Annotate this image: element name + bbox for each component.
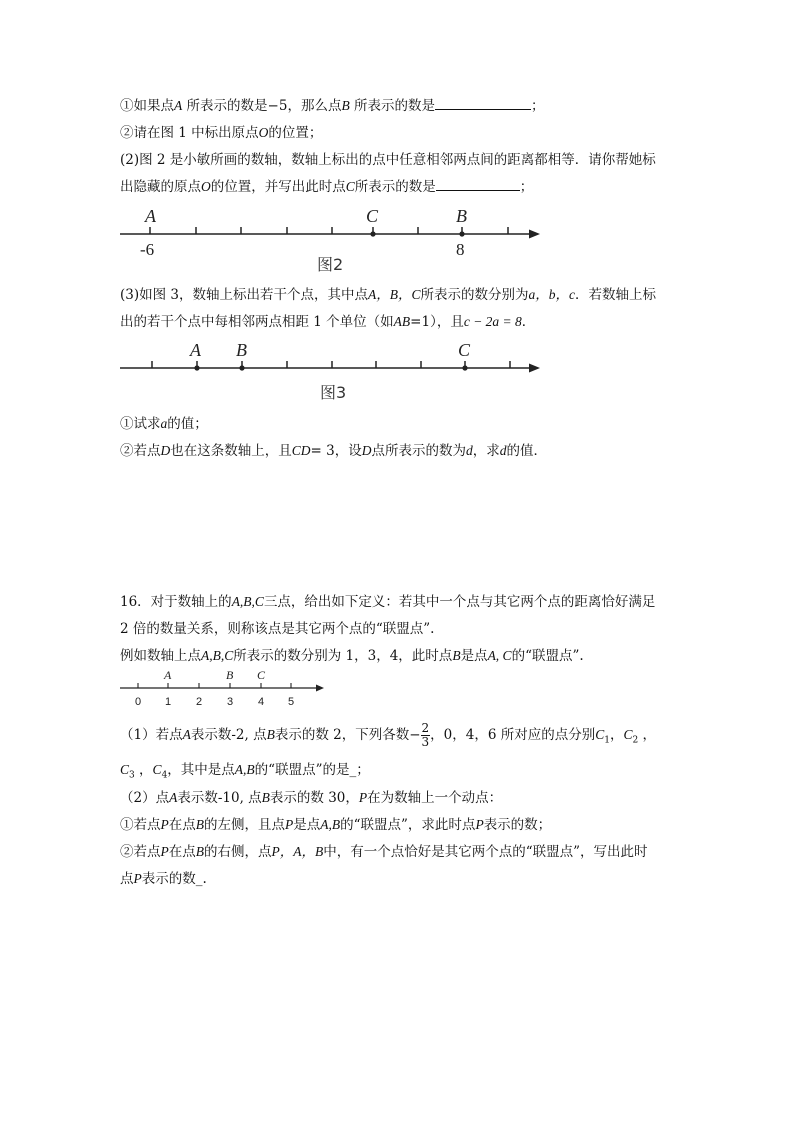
label-C: C — [458, 340, 471, 360]
label-B: B — [456, 206, 467, 226]
label-C: C — [257, 668, 266, 682]
question-3-text: (3)如图 3，数轴上标出若干个点，其中点A，B，C所表示的数分别为a，b，c．若数轴上标 — [120, 287, 657, 303]
question-3-1: ①试求a的值； — [120, 416, 208, 432]
label-A: A — [145, 206, 156, 226]
question-2-text-cont: 出隐藏的原点O的位置，并写出此时点C所表示的数是 ； — [120, 179, 534, 195]
axis-arrow-icon — [316, 685, 324, 692]
label-B: B — [236, 340, 247, 360]
question-16-1-cont: $C_3$ ，$C_4$，其中是点A,B的“联盟点”的是_； — [120, 762, 370, 781]
label-A: A — [164, 668, 172, 682]
number-B: 8 — [456, 240, 465, 259]
fraction: $\frac{2}{3}$ — [421, 721, 430, 749]
question-16-2-2-cont: 点P表示的数_. — [120, 871, 207, 887]
label-C: C — [366, 206, 379, 226]
number-A: -6 — [140, 240, 155, 259]
figure-3-caption: 图3 — [320, 383, 347, 402]
question-3-2: ②若点D也在这条数轴上，且CD= 3，设D点所表示的数为d，求d的值． — [120, 443, 547, 459]
question-1-1: ①如果点A 所表示的数是−5，那么点B 所表示的数是 ； — [120, 98, 545, 114]
question-3-text-cont: 出的若干个点中每相邻两点相距 1 个单位（如AB=1），且c − 2a = 8． — [120, 314, 536, 330]
question-16-text-cont: 2 倍的数量关系，则称该点是其它两个点的“联盟点”. — [120, 621, 435, 637]
question-16-2: （2）点A表示数-10, 点B表示的数 30，P在为数轴上一个动点： — [120, 790, 503, 806]
tick-label: 4 — [258, 696, 265, 708]
question-16-example: 例如数轴上点A,B,C所表示的数分别为 1，3，4，此时点B是点A, C的“联盟点”. — [120, 648, 584, 664]
ticks — [138, 683, 291, 688]
question-16-2-2: ②若点P在点B的右侧，点P，A，B中，有一个点恰好是其它两个点的“联盟点”，写出此时 — [120, 844, 648, 860]
figure-2-caption: 图2 — [317, 255, 344, 274]
tick-label: 0 — [135, 696, 142, 708]
tick-label: 1 — [165, 696, 172, 708]
tick-label: 3 — [227, 696, 234, 708]
question-16-text: 16．对于数轴上的A,B,C三点，给出如下定义：若其中一个点与其它两个点的距离恰好满足 — [120, 594, 656, 610]
tick-label: 2 — [196, 696, 203, 708]
tick-label: 5 — [288, 696, 295, 708]
question-1-2: ②请在图 1 中标出原点O的位置； — [120, 125, 323, 141]
question-16-1: （1）若点A表示数-2, 点B表示的数 2，下列各数− $\frac{2}{3}$ ，0，4，6 所对应的点分别$C_1$，$C_2$ ， — [120, 721, 657, 749]
label-A: A — [190, 340, 201, 360]
label-B: B — [226, 668, 234, 682]
question-16-2-1: ①若点P在点B的左侧，且点P是点A,B的“联盟点”，求此时点P表示的数； — [120, 817, 552, 833]
question-2-text: (2)图 2 是小敏所画的数轴，数轴上标出的点中任意相邻两点间的距离都相等．请你帮她标 — [120, 152, 656, 168]
